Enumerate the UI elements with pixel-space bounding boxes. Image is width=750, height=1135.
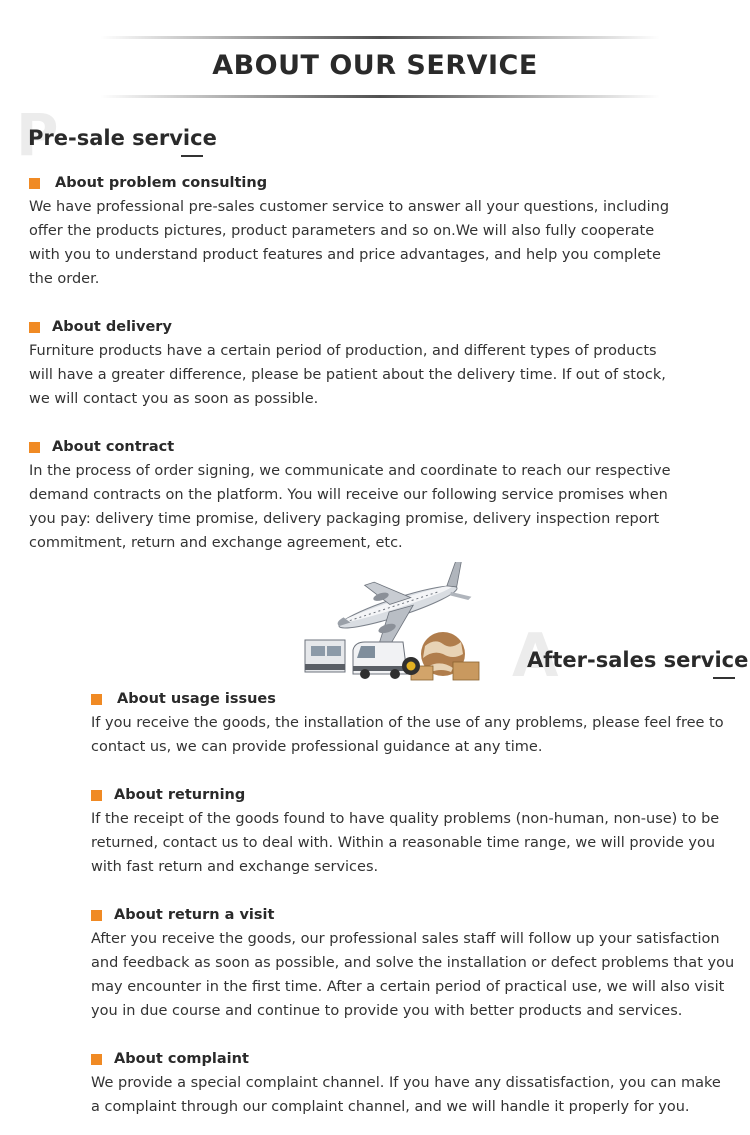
item-title: About complaint (114, 1051, 249, 1067)
presale-item-contract (29, 435, 681, 555)
presale-item-problem-consulting (29, 171, 674, 291)
aftersale-item-complaint (91, 1047, 731, 1119)
header-divider-top (100, 36, 660, 39)
aftersale-item-returning (91, 783, 731, 879)
aftersale-title-underline (713, 677, 735, 679)
bullet-square-icon (29, 322, 40, 333)
presale-watermark-letter: P (16, 101, 59, 169)
item-body: We provide a special complaint channel. If you have any dissatisfaction, you can make a complaint through our complaint channel, and we will handle it properly for you. (91, 1075, 721, 1115)
item-title: About contract (52, 439, 175, 455)
item-body: If the receipt of the goods found to have quality problems (non-human, non-use) to be returned, contact us to deal with. Within a reasonable time range, we will provide you with fast return and exchange services. (91, 811, 720, 875)
aftersale-item-return-visit (91, 903, 736, 1023)
item-body: In the process of order signing, we communicate and coordinate to reach our respective demand contracts on the platform. You will receive our following service promises when you pay: delivery time promise, delivery packaging promise, delivery inspection report commitment, return and exchange agreement, etc. (29, 463, 671, 551)
bullet-square-icon (91, 910, 102, 921)
presale-title-underline (181, 155, 203, 157)
aftersale-item-usage-issues (91, 687, 731, 759)
bullet-square-icon (29, 442, 40, 453)
presale-section-title: Pre-sale service (28, 126, 217, 150)
item-body: We have professional pre-sales customer service to answer all your questions, including offer the products pictures, product parameters and so on.We will also fully cooperate with you to understand product features and price advantages, and help you complete the order. (29, 199, 670, 287)
presale-item-delivery (29, 315, 674, 411)
header-divider-bottom (100, 95, 660, 98)
page-header (0, 0, 750, 110)
bullet-square-icon (91, 694, 102, 705)
aftersale-watermark-letter: A (512, 621, 559, 691)
item-title: About return a visit (114, 907, 275, 923)
item-title: About usage issues (117, 691, 276, 707)
item-title: About problem consulting (55, 175, 268, 191)
item-body: After you receive the goods, our professional sales staff will follow up your satisfaction and feedback as soon as possible, and solve the installation or defect problems that you may encounter in the first time. After a certain period of practical use, we will also visit you in due course and continue to provide you with better products and services. (91, 931, 735, 1019)
bullet-square-icon (29, 178, 40, 189)
item-body: If you receive the goods, the installation of the use of any problems, please feel free to contact us, we can provide professional guidance at any time. (91, 715, 724, 755)
item-body: Furniture products have a certain period of production, and different types of products will have a greater difference, please be patient about the delivery time. If out of stock, we will contact you as soon as possible. (29, 343, 666, 407)
bullet-square-icon (91, 1054, 102, 1065)
aftersale-section-title: After-sales service (527, 648, 749, 672)
item-title: About returning (114, 787, 246, 803)
page-title: ABOUT OUR SERVICE (212, 50, 538, 81)
bullet-square-icon (91, 790, 102, 801)
item-title: About delivery (52, 319, 172, 335)
logistics-airplane-truck-globe-icon (303, 562, 483, 682)
